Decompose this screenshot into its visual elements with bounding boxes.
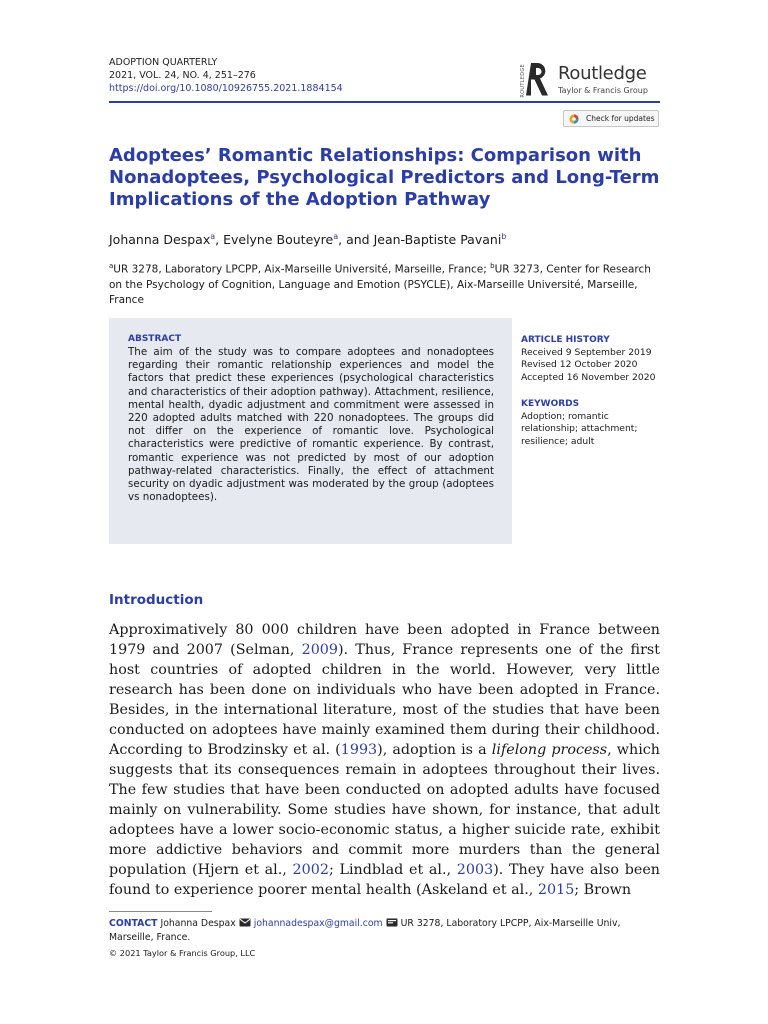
journal-issue: 2021, VOL. 24, NO. 4, 251–276 (109, 70, 256, 81)
journal-name: ADOPTION QUARTERLY (109, 57, 218, 68)
affiliation-marker[interactable]: b (501, 232, 507, 241)
affiliation-a: UR 3278, Laboratory LPCPP, Aix-Marseille Université, Marseille, France; (113, 263, 491, 276)
paragraph-text: ), adoption is a (377, 742, 492, 758)
contact-info (109, 917, 661, 945)
keywords-heading: KEYWORDS (521, 399, 580, 409)
header-rule (109, 101, 660, 103)
affiliation-sup: b (490, 262, 495, 270)
received-date: Received 9 September 2019 (521, 346, 652, 358)
check-for-updates-button[interactable] (563, 110, 659, 127)
affiliations (109, 259, 661, 308)
abstract-heading: ABSTRACT (128, 334, 182, 344)
title-line: Nonadoptees, Psychological Predictors and Long-Term (109, 167, 660, 188)
affiliation-marker[interactable]: a (333, 232, 339, 241)
contact-label: CONTACT (109, 918, 158, 929)
emphasis-text: lifelong process (491, 742, 608, 758)
contact-address: UR 3278, Laboratory LPCPP, Aix-Marseille Univ, Marseille, France. (109, 918, 621, 943)
publisher-vertical-text: ROUTLEDGE (520, 64, 526, 98)
copyright-notice: © 2021 Taylor & Francis Group, LLC (109, 948, 256, 958)
author-name: Evelyne Bouteyre (223, 232, 334, 248)
crossmark-icon (569, 114, 579, 124)
publisher-subtitle: Taylor & Francis Group (558, 86, 648, 95)
introduction-heading: Introduction (109, 592, 204, 608)
paragraph-text: , which suggests that its consequences remain in adoptees throughout their lives. The few studies that have been conducted on adopted adults have focused mainly on vulnerability. Some studies have shown, for instance, that adult adoptees have a lower socio-economic status, a higher suicide rate, exhibit more addictive behaviors and commit more murders than the general population (Hjern et al., (109, 742, 661, 878)
paragraph-text: ). They have also been found to experience poorer mental health (Askeland et al., (109, 862, 660, 898)
keywords-text: Adoption; romantic relationship; attachment; resilience; adult (521, 410, 638, 447)
citation-link[interactable]: 2015 (537, 882, 575, 898)
abstract-text: The aim of the study was to compare adoptees and nonadoptees regarding their romantic relationship experiences and model the factors that predict these experiences (psychological characteristics and characteristics of their adoption pathway). Attachment, resilience, mental health, dyadic adjustment and commitment were assessed in 220 adopted adults matched with 220 nonadoptees. The groups did not differ on the experience of romantic love. Psychological characteristics were predictive of romantic experience. By contrast, romantic experience was not predicted by most of our adoption pathway-related characteristics. Finally, the effect of attachment security on dyadic adjustment was moderated by the group (adoptees vs nonadoptees). (128, 346, 494, 504)
author-list (109, 232, 506, 247)
affiliation-marker[interactable]: a (210, 232, 216, 241)
affiliation-sup: a (109, 262, 114, 270)
title-line: Implications of the Adoption Pathway (109, 189, 491, 210)
revised-date: Revised 12 October 2020 (521, 359, 638, 370)
affiliation-b: UR 3273, Center for Research on the Psychology of Cognition, Language and Emotion (PSYCLE), Aix-Marseille Université, Marseille, France (109, 263, 651, 306)
contact-email-link[interactable]: johannadespax@gmail.com (253, 918, 383, 929)
author-separator: , (215, 232, 224, 248)
title-line: Adoptees’ Romantic Relationships: Comparison with (109, 145, 642, 166)
publisher-name: Routledge (558, 63, 647, 84)
author-name: Jean-Baptiste Pavani (373, 232, 502, 248)
paragraph-text: ; Lindblad et al., (328, 862, 457, 878)
citation-link[interactable]: 1993 (340, 742, 378, 758)
email-icon (239, 918, 251, 927)
author-separator: , and (338, 232, 374, 248)
keywords (521, 398, 649, 448)
paragraph-text: Approximatively 80 000 children have been adopted in France between 1979 and 2007 (Selman, (109, 622, 660, 658)
publisher-logo (520, 60, 660, 100)
paragraph-text: ; Brown (574, 882, 632, 898)
accepted-date: Accepted 16 November 2020 (521, 371, 656, 383)
article-history (521, 334, 671, 384)
author-name: Johanna Despax (109, 232, 211, 248)
introduction-paragraph (109, 620, 660, 900)
contact-name: Johanna Despax (160, 918, 236, 929)
journal-header (109, 56, 343, 95)
paragraph-text: ). Thus, France represents one of the first host countries of adopted children in the world. However, very little research has been done on individuals who have been adopted in France. Besides, in the international literature, most of the studies that have been conducted on adoptees have mainly examined them during their childhood. According to Brodzinsky et al. ( (109, 642, 660, 758)
doi-link[interactable]: https://doi.org/10.1080/10926755.2021.1884154 (109, 83, 343, 94)
citation-link[interactable]: 2002 (292, 862, 329, 878)
citation-link[interactable]: 2003 (456, 862, 494, 878)
address-icon (386, 918, 398, 927)
citation-link[interactable]: 2009 (301, 642, 338, 658)
article-title (109, 145, 669, 211)
check-for-updates-label: Check for updates (586, 114, 655, 123)
article-history-heading: ARTICLE HISTORY (521, 335, 610, 345)
footnote-rule (109, 911, 212, 912)
